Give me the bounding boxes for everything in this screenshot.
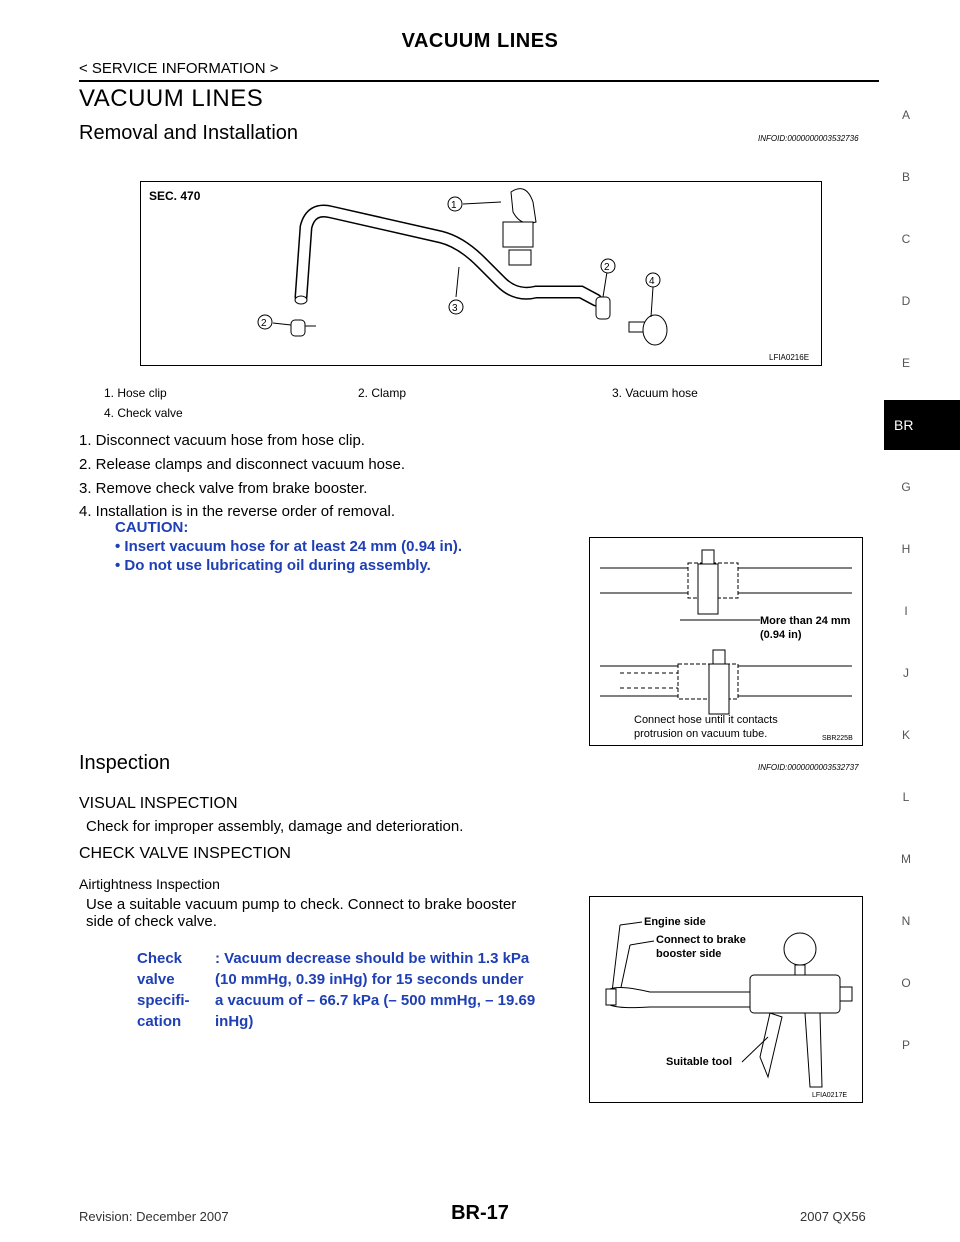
callout-4: 4 [649, 276, 655, 287]
visual-inspection-text: Check for improper assembly, damage and deterioration. [86, 818, 464, 835]
inspection-infoid: INFOID:0000000003532737 [758, 763, 859, 772]
step-1: 1. Disconnect vacuum hose from hose clip. [79, 432, 365, 449]
side-index-item[interactable]: C [901, 232, 911, 246]
legend-hose-clip: 1. Hose clip [104, 386, 167, 400]
fig3-connect-line1: Connect to brake [656, 934, 746, 946]
visual-inspection-heading: VISUAL INSPECTION [79, 795, 238, 812]
vacuum-hose-outline [301, 211, 596, 300]
spec-value [215, 948, 575, 1032]
side-index-item[interactable]: P [901, 1038, 910, 1052]
page-header-title: VACUUM LINES [401, 30, 559, 52]
side-index-item[interactable]: L [902, 790, 910, 804]
spec-value-line: a vacuum of – 66.7 kPa (– 500 mmHg, – 19.69 [215, 992, 536, 1009]
side-index-item[interactable]: E [901, 356, 910, 370]
spec-value-line: inHg) [215, 1013, 254, 1030]
hose-insertion-drawing [590, 538, 862, 745]
vacuum-lines-drawing [141, 182, 821, 365]
callout-3: 3 [452, 303, 458, 314]
callout-1: 1 [451, 200, 457, 211]
legend-check-valve: 4. Check valve [104, 406, 183, 420]
check-valve-heading: CHECK VALVE INSPECTION [79, 845, 291, 862]
caution-item-2: • Do not use lubricating oil during assembly. [115, 557, 431, 574]
callout-2-left: 2 [261, 318, 267, 329]
vacuum-pump-drawing [590, 897, 862, 1102]
hose-clip-shape [503, 189, 536, 265]
footer-revision: Revision: December 2007 [79, 1209, 229, 1224]
callout-2: 2 [604, 262, 610, 273]
airtightness-text-line1: Use a suitable vacuum pump to check. Connect to brake booster [86, 896, 517, 913]
step-2: 2. Release clamps and disconnect vacuum hose. [79, 456, 406, 473]
side-index-item[interactable]: K [901, 728, 910, 742]
hose-end [295, 296, 307, 304]
fig3-engine-side: Engine side [644, 916, 706, 928]
airtightness-text-line2: side of check valve. [86, 913, 217, 930]
fig2-note-line2: protrusion on vacuum tube. [634, 728, 768, 740]
spec-label-line: Check [137, 950, 183, 967]
side-index-item[interactable]: H [901, 542, 911, 556]
legend-clamp: 2. Clamp [358, 386, 407, 400]
caution-item-1: • Insert vacuum hose for at least 24 mm (0.94 in). [115, 538, 463, 555]
leader-2l [273, 323, 291, 325]
spec-label [137, 948, 207, 1032]
footer-model: 2007 QX56 [800, 1209, 866, 1224]
vacuum-pump-figure [589, 896, 863, 1103]
side-index-item[interactable]: J [903, 666, 909, 680]
side-index-item[interactable]: I [904, 604, 908, 618]
fig2-label-line1: More than 24 mm [760, 615, 851, 627]
side-index-item[interactable]: B [901, 170, 910, 184]
side-index-item-active[interactable]: BR [884, 400, 960, 450]
footer-page-number: BR-17 [451, 1202, 509, 1224]
fig2-note-line1: Connect hose until it contacts [634, 714, 778, 726]
spec-value-line: (10 mmHg, 0.39 inHg) for 15 seconds under [215, 971, 524, 988]
clamp-left-shape [291, 320, 316, 336]
spec-label-line: cation [137, 1013, 182, 1030]
vacuum-lines-figure [140, 181, 822, 366]
side-index-item[interactable]: D [901, 294, 911, 308]
fig2-code: SBR225B [822, 735, 853, 742]
inspection-heading: Inspection [79, 752, 171, 774]
page-header-subtitle: < SERVICE INFORMATION > [79, 60, 279, 77]
side-index-item[interactable]: M [901, 852, 911, 866]
side-index-item[interactable]: O [901, 976, 911, 990]
removal-heading: Removal and Installation [79, 122, 299, 144]
fig2-label-line2: (0.94 in) [760, 629, 802, 641]
check-valve-shape [629, 315, 667, 345]
leader-1 [463, 202, 501, 204]
removal-infoid: INFOID:0000000003532736 [758, 134, 859, 143]
figure-code: LFIA0216E [769, 353, 810, 362]
spec-value-line: : Vacuum decrease should be within 1.3 kPa [215, 950, 530, 967]
header-rule [79, 80, 879, 82]
side-index-item[interactable]: G [901, 480, 911, 494]
airtightness-heading: Airtightness Inspection [79, 876, 220, 892]
fig3-code: LFIA0217E [812, 1092, 848, 1099]
clamp-right-shape [596, 297, 610, 319]
spec-label-line: specifi- [137, 992, 190, 1009]
legend-vacuum-hose: 3. Vacuum hose [612, 386, 698, 400]
leader-2r [603, 272, 607, 297]
leader-3 [456, 267, 459, 297]
fig3-tool: Suitable tool [666, 1056, 732, 1068]
side-index-item[interactable]: N [901, 914, 911, 928]
hose-insertion-figure [589, 537, 863, 746]
fig3-connect-line2: booster side [656, 948, 722, 960]
section-title: VACUUM LINES [79, 85, 264, 112]
step-4: 4. Installation is in the reverse order of removal. [79, 503, 395, 520]
figure-sec-label: SEC. 470 [149, 189, 201, 203]
spec-label-line: valve [137, 971, 175, 988]
side-index-item[interactable]: A [901, 108, 910, 122]
leader-4 [651, 287, 653, 317]
step-3: 3. Remove check valve from brake booster. [79, 480, 368, 497]
caution-label: CAUTION: [115, 519, 189, 536]
